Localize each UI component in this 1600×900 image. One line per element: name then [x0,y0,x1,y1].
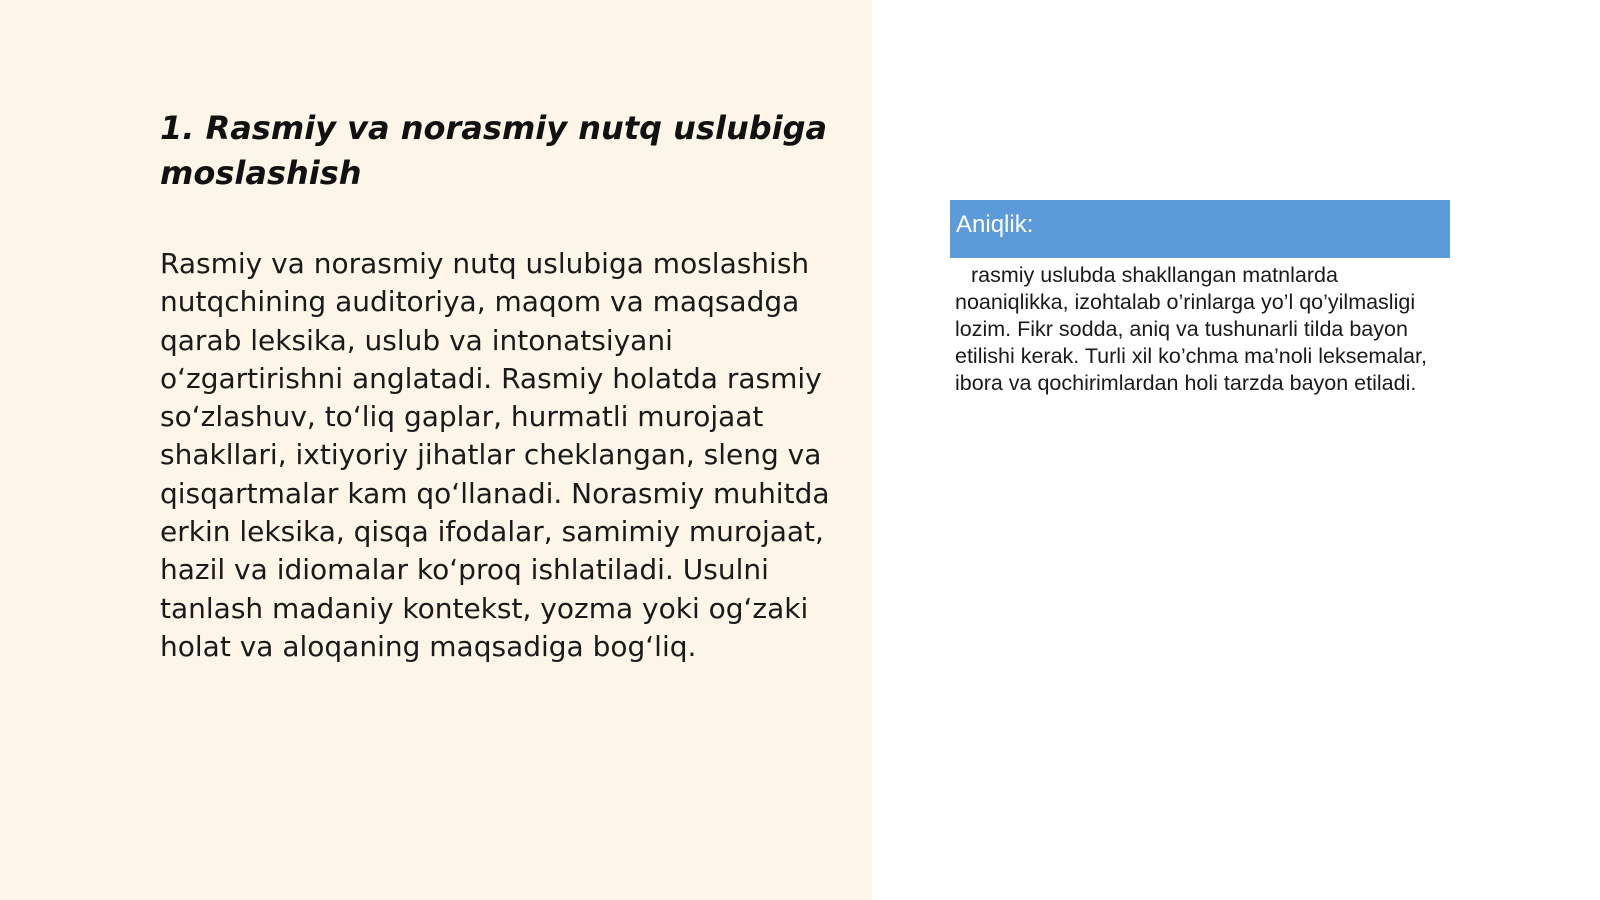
slide-body-text: Rasmiy va norasmiy nutq uslubiga moslashish nutqchining auditoriya, maqom va maqsadga qarab leksika, uslub va intonatsiyani oʻzgartirishni anglatadi. Rasmiy holatda rasmiy soʻzlashuv, toʻliq gaplar, hurmatli murojaat shakllari, ixtiyoriy jihatlar cheklangan, sleng va qisqartmalar kam qoʻllanadi. Norasmiy muhitda erkin leksika, qisqa ifodalar, samimiy murojaat, hazil va idiomalar koʻproq ishlatiladi. Usulni tanlash madaniy kontekst, yozma yoki ogʻzaki holat va aloqaning maqsadiga bogʻliq. [160,247,830,663]
info-card-header: Aniqlik: [950,200,1450,258]
slide-title: 1. Rasmiy va norasmiy nutq uslubiga moslashish [160,109,828,192]
info-card [950,200,1450,397]
info-card-text: rasmiy uslubda shakllangan matnlarda noaniqlikka, izohtalab o’rinlarga yo’l qo’yilmasligi lozim. Fikr sodda, aniq va tushunarli tilda bayon etilishi kerak. Turli xil ko’chma ma’noli leksemalar, ibora va qochirimlardan holi tarzda bayon etiladi. [955,263,1427,395]
